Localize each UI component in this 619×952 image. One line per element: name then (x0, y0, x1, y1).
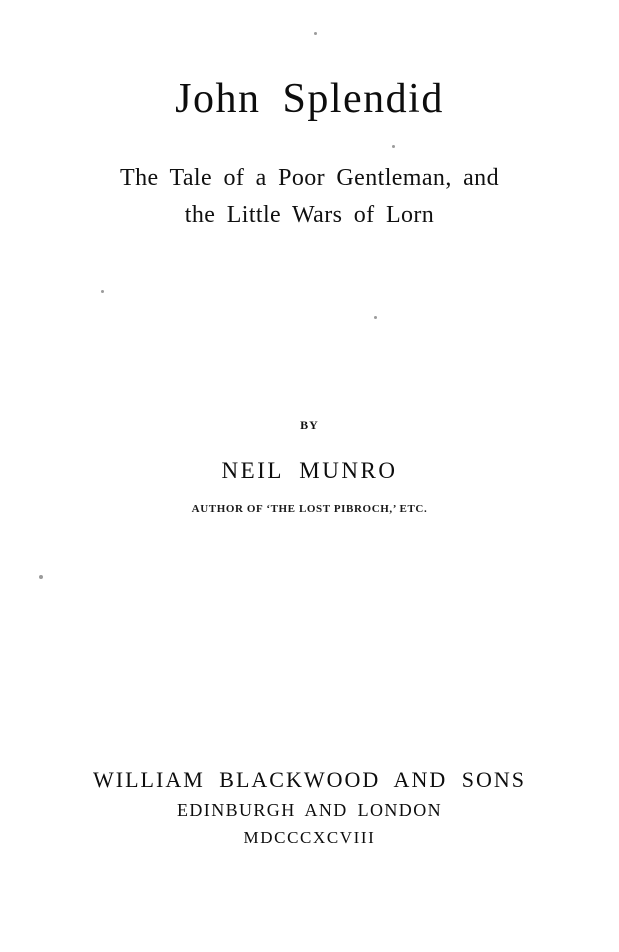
subtitle-line-1: The Tale of a Poor Gentleman, and (120, 165, 499, 191)
by-label: BY (300, 418, 319, 432)
author-name: NEIL MUNRO (221, 458, 398, 483)
publisher-cities: EDINBURGH AND LONDON (177, 799, 442, 820)
scan-speck (392, 145, 395, 148)
scan-speck (39, 575, 43, 579)
author-credit: AUTHOR OF ‘THE LOST PIBROCH,’ ETC. (191, 503, 428, 515)
scan-speck (101, 290, 104, 293)
page-subtitle (0, 160, 619, 234)
publisher-name: WILLIAM BLACKWOOD AND SONS (93, 767, 526, 792)
publication-year: MDCCCXCVIII (243, 827, 376, 847)
page-title: John Splendid (175, 76, 444, 123)
publisher-block (0, 766, 619, 850)
scan-speck (314, 32, 317, 35)
scan-speck (374, 316, 377, 319)
subtitle-line-2: the Little Wars of Lorn (184, 202, 435, 229)
